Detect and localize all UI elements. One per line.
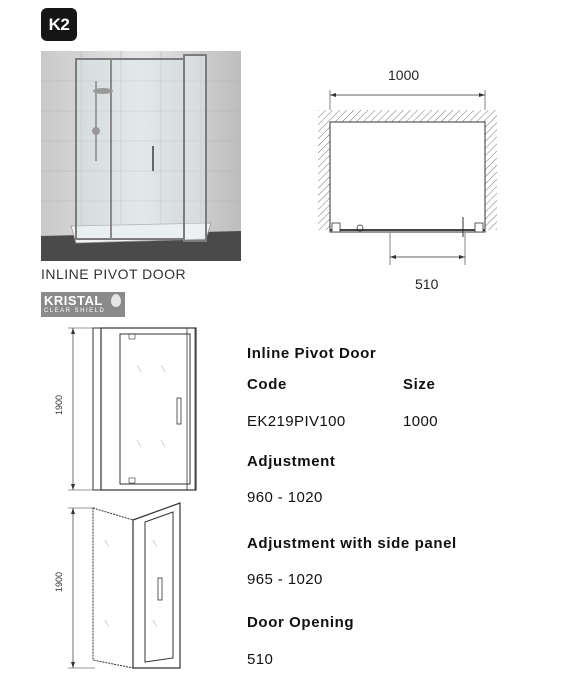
spec-adjustment-side-header: Adjustment with side panel xyxy=(247,535,457,552)
kristal-clear-shield-badge xyxy=(41,292,125,317)
kristal-badge-name: KRISTAL xyxy=(44,293,103,308)
plan-width-label: 1000 xyxy=(388,67,420,83)
plan-drawing xyxy=(315,85,515,265)
kristal-badge-tagline: CLEAR SHIELD xyxy=(44,308,106,314)
water-drop-icon xyxy=(111,294,121,307)
product-photo xyxy=(41,51,241,261)
spec-size-value: 1000 xyxy=(403,413,438,430)
front-elevation-drawing xyxy=(65,320,205,495)
spec-door-opening-header: Door Opening xyxy=(247,614,355,631)
front-height-label: 1900 xyxy=(54,394,65,416)
spec-adjustment-value: 960 - 1020 xyxy=(247,489,323,506)
shower-photo-illustration xyxy=(41,51,241,261)
spec-adjustment-header: Adjustment xyxy=(247,453,336,470)
spec-size-header: Size xyxy=(403,376,436,393)
photo-caption: INLINE PIVOT DOOR xyxy=(41,266,187,282)
plan-opening-label: 510 xyxy=(415,276,439,292)
spec-title: Inline Pivot Door xyxy=(247,345,377,362)
side-height-label: 1900 xyxy=(54,571,65,593)
side-elevation-drawing xyxy=(65,500,205,675)
spec-code-header: Code xyxy=(247,376,287,393)
spec-code-value: EK219PIV100 xyxy=(247,413,346,430)
spec-adjustment-side-value: 965 - 1020 xyxy=(247,571,323,588)
spec-door-opening-value: 510 xyxy=(247,651,274,668)
brand-logo: K2 xyxy=(41,8,77,41)
